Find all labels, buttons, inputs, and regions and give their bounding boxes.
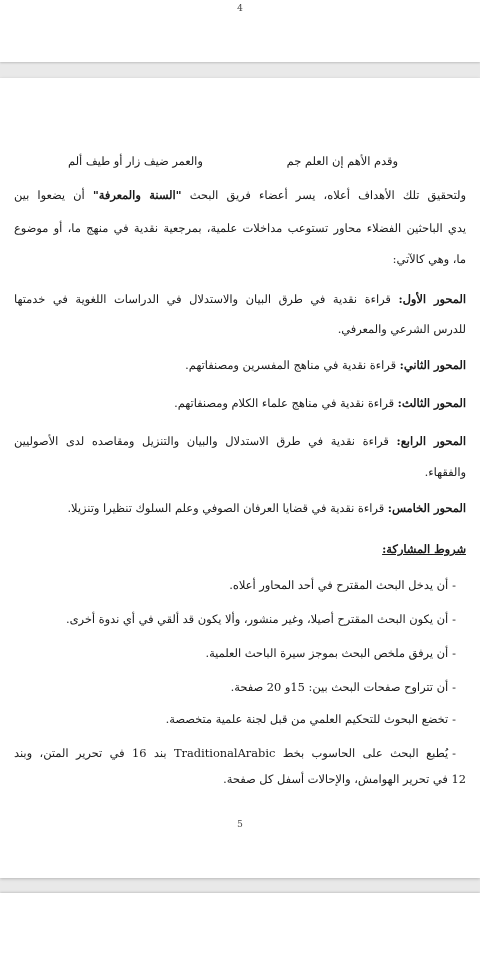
intro-line-1: ولتحقيق تلك الأهداف أعلاه، يسر أعضاء فريق البحث "السنة والمعرفة" أن يضعوا بين	[14, 188, 466, 202]
axis-1-line-2: للدرس الشرعي والمعرفي.	[337, 322, 466, 336]
axis-4-line-2: والفقهاء.	[424, 465, 466, 479]
font-name: TraditionalArabic	[173, 746, 276, 760]
axis-3: المحور الثالث: قراءة نقدية في مناهج علماء الكلام ومصنفاتهم.	[174, 396, 466, 410]
condition-item-4: -أن تتراوح صفحات البحث بين: 15و 20 صفحة.	[230, 680, 456, 694]
condition-item-2: -أن يكون البحث المقترح أصيلا، وغير منشور، وألا يكون قد ألقي في أي ندوة أخرى.	[66, 612, 456, 626]
research-team-name: "السنة والمعرفة"	[92, 188, 182, 202]
axis-1-line-1: المحور الأول: قراءة نقدية في طرق البيان والاستدلال في الدراسات اللغوية في خدمتها	[14, 292, 466, 306]
condition-item-3: -أن يرفق ملخص البحث بموجز سيرة الباحث العلمية.	[205, 646, 456, 660]
list-dash: -	[452, 680, 456, 694]
condition-item-5: -تخضع البحوث للتحكيم العلمي من قبل لجنة علمية متخصصة.	[165, 712, 456, 726]
condition-item-6-line-1: -يُطبع البحث على الحاسوب بخط TraditionalArabic بند 16 في تحرير المتن، وبند	[14, 746, 456, 760]
axis-2: المحور الثاني: قراءة نقدية في مناهج المفسرين ومصنفاتهم.	[185, 358, 466, 372]
list-dash: -	[452, 746, 456, 760]
conditions-heading: شروط المشاركة:	[382, 542, 466, 556]
previous-page-bottom	[0, 0, 480, 62]
condition-item-1: -أن يدخل البحث المقترح في أحد المحاور أعلاه.	[229, 578, 456, 592]
next-page-top	[0, 893, 480, 960]
intro-line-2: يدي الباحثين الفضلاء محاور تستوعب مداخلات علمية، بمرجعية نقدية في منهج ما، أو موضوع	[14, 221, 466, 235]
poem-verse	[68, 150, 398, 172]
axis-4-title: المحور الرابع:	[396, 434, 466, 448]
list-dash: -	[452, 612, 456, 626]
document-page	[0, 78, 480, 878]
poem-first-hemistich: وقدم الأهم إن العلم جم	[286, 154, 398, 168]
condition-item-6-line-2: 12 في تحرير الهوامش، والإحالات أسفل كل صفحة.	[223, 772, 466, 786]
page-number-top: 4	[237, 4, 243, 14]
list-dash: -	[452, 646, 456, 660]
poem-second-hemistich: والعمر ضيف زار أو طيف ألم	[68, 154, 203, 168]
axis-2-title: المحور الثاني:	[399, 358, 466, 372]
axis-5-title: المحور الخامس:	[387, 501, 466, 515]
axis-5: المحور الخامس: قراءة نقدية في قضايا العرفان الصوفي وعلم السلوك تنظيرا وتنزيلا.	[67, 501, 466, 515]
list-dash: -	[452, 712, 456, 726]
axis-4-line-1: المحور الرابع: قراءة نقدية في طرق الاستدلال والبيان والتنزيل ومقاصده لدى الأصوليين	[14, 434, 466, 448]
intro-line-3: ما، وهي كالآتي:	[392, 252, 466, 266]
page-number-bottom: 5	[237, 820, 243, 830]
list-dash: -	[452, 578, 456, 592]
axis-1-title: المحور الأول:	[398, 292, 466, 306]
axis-3-title: المحور الثالث:	[397, 396, 466, 410]
